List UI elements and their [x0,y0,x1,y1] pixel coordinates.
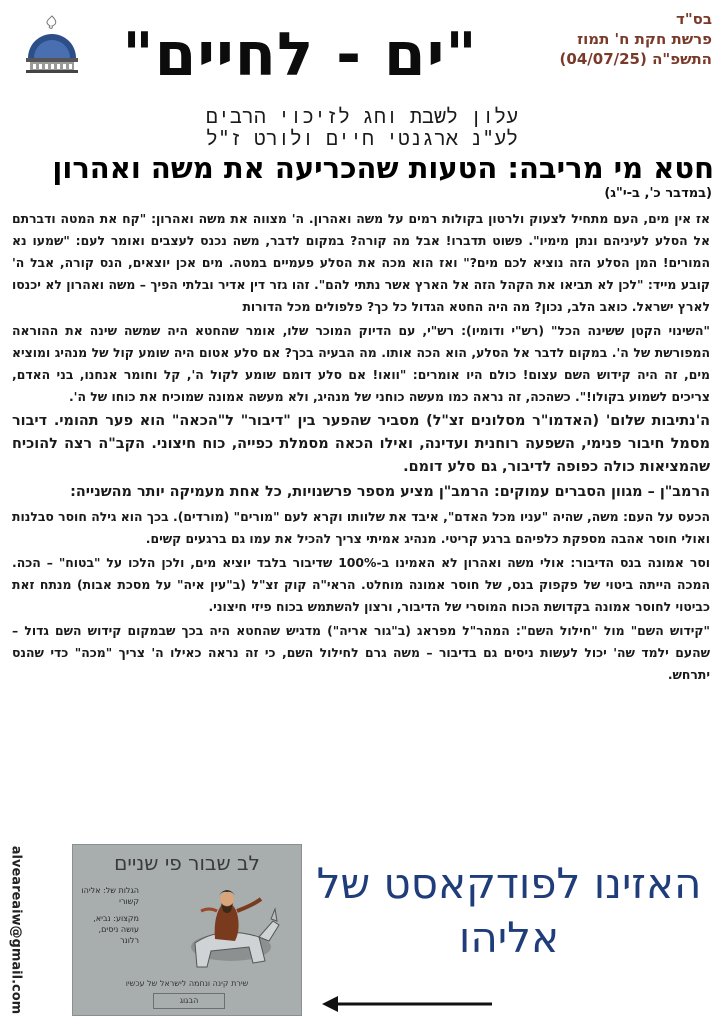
paragraph: ה'נתיבות שלום' (האדמו"ר מסלונים זצ"ל) מסביר שהפער בין "דיבור" ל"הכאה" הוא פער תהומי. דיבור מסמל חיבור פנימי, השפעה רוחנית ועדינה, ואילו הכאה מסמלת כפייה, כוח חיצוני. הקב"ה רצה להוכיח שהמציאות כולה כפופה לדיבור, גם סלע דומם. [12,413,710,475]
podcast-cover-card[interactable] [72,844,302,1016]
podcast-cover-credits [79,885,139,952]
email-text[interactable]: alveareaiw@gmail.com [8,845,24,1015]
podcast-listen-button[interactable]: הבגוג [153,993,225,1009]
paragraph: "קידוש השם" מול "חילול השם": המהר"ל מפראג (ב"גור אריה") מדגיש שהחטא היה בכך שבמקום קידוש השם גדול – שהעם ילמד שה' יכול לעשות ניסים גם בדיבור – משה גרם לחילול השם, כי זה נראה כאילו ה' צריך "מכה" כדי שהנס יתרחש. [12,623,710,682]
prophet-on-donkey-illustration [161,881,289,977]
paragraph: הרמב"ן – מגוון הסברים עמוקים: הרמב"ן מציע מספר פרשנויות, כל אחת מעמיקה יותר מהשנייה: [70,484,710,500]
podcast-cover-title: לב שבור פי שניים [114,851,260,875]
email-address[interactable] [6,840,26,1020]
subtitle-line-1: עלון לשבת וחג לזיכוי הרבים [205,104,519,128]
credit-line: מקצוע: נביא, עושה ניסים, רלונר [93,914,139,945]
credit-line: הגלות של: אליהו קשורי [81,886,139,906]
paragraph: הכעס על העם: משה, שהיה "עניו מכל האדם", איבד את שלוותו וקרא לעם "מורים" (מורדים). בכך הוא גילה חוסר סבלנות ואולי חוסר אהבה מספקת כלפיהם ברגע קריטי. מנהיג אמיתי צריך להכיל את עמו גם ברגעים קשים. [12,509,710,546]
article-body [12,208,710,688]
dome-logo-icon [22,12,82,76]
masthead-title: "ים - לחיים" [122,20,478,90]
article-source: (במדבר כ', ב-י"ג) [604,186,712,201]
paragraph: אז אין מים, העם מתחיל לצעוק ולרטון בקולות רמים על משה ואהרון. ה' מצווה את משה ואהרון: "קח את המטה ודברתם אל הסלע לעיניהם ונתן מימיו". פשוט תדברו! אבל מה קורה? במקום לדבר, משה נכנס לעצבים ואומר לעם: "שמעו נא המורים! המן הסלע הזה נוציא לכם מים?" ואז הוא מכה את הסלע פעמיים במטה. מים אכן יוצאים, הנס קורה, אבל ה' קובע מייד: "לכן לא תביאו את הקהל הזה אל הארץ אשר נתתי להם". זהו גזר דין אדיר ובלתי הפיך – משה ואהרון לא יכנסו לארץ ישראל. כואב הלב, נכון? מה היה החטא הגדול כל כך? פלפולים מכל הדורות [12,211,710,314]
article-headline: חטא מי מריבה: הטעות שהכריעה את משה ואהרון [52,151,714,185]
podcast-promo-line-2: אליהו [458,913,560,962]
parasha-label: פרשת חקת ח' תמוז [577,30,712,48]
date-label: התשפ"ה (04/07/25) [559,50,712,68]
subtitle-line-2: לע"נ ארגנטי חיים ולורט ז"ל [205,126,519,150]
podcast-cover-tagline: שירת קינה ונחמה לישראל של עכשיו [125,979,249,988]
bsd-mark: בס"ד [676,10,712,28]
paragraph: "השינוי הקטן ששינה הכל" (רש"י ודומיו): רש"י, עם הדיוק המוכר שלו, אומר שהחטא היה שמשה שינה את ההוראה המפורשת של ה'. במקום לדבר אל הסלע, הוא הכה אותו. מה הבעיה בכך? אם סלע אטום היה שומע קול של מנהיג ומוציא מים, זה היה קידוש השם עצום! כולם היו אומרים: "וואו! אם סלע דומם שומע לקול ה', קל וחומר אנחנו, בני האדם, צריכים לשמוע בקולו!". כשהכה, זה נראה כמו מעשה כוחני של מנהיג, ולא מעשה אמונה שמוכיח את כוחו של ה'. [12,323,710,404]
podcast-promo-line-1: האזינו לפודקאסט של [316,859,702,908]
paragraph: וסר אמונה בנס הדיבור: אולי משה ואהרון לא האמינו ב-100% שדיבור בלבד יוציא מים, ולכן הלכו על "בטוח" – הכה. המכה הייתה ביטוי של פקפוק בנס, של חוסר אמונה מוחלט. הראי"ה קוק זצ"ל (ב"עין איה" על מסכת אבות) מנתח זאת כביטוי לחוסר אמונה בקדושת הכוח המוסרי של הדיבור, ורצון להשתמש בכוח פיזי חיצוני. [12,555,710,614]
arrow-left-icon [320,994,494,1014]
